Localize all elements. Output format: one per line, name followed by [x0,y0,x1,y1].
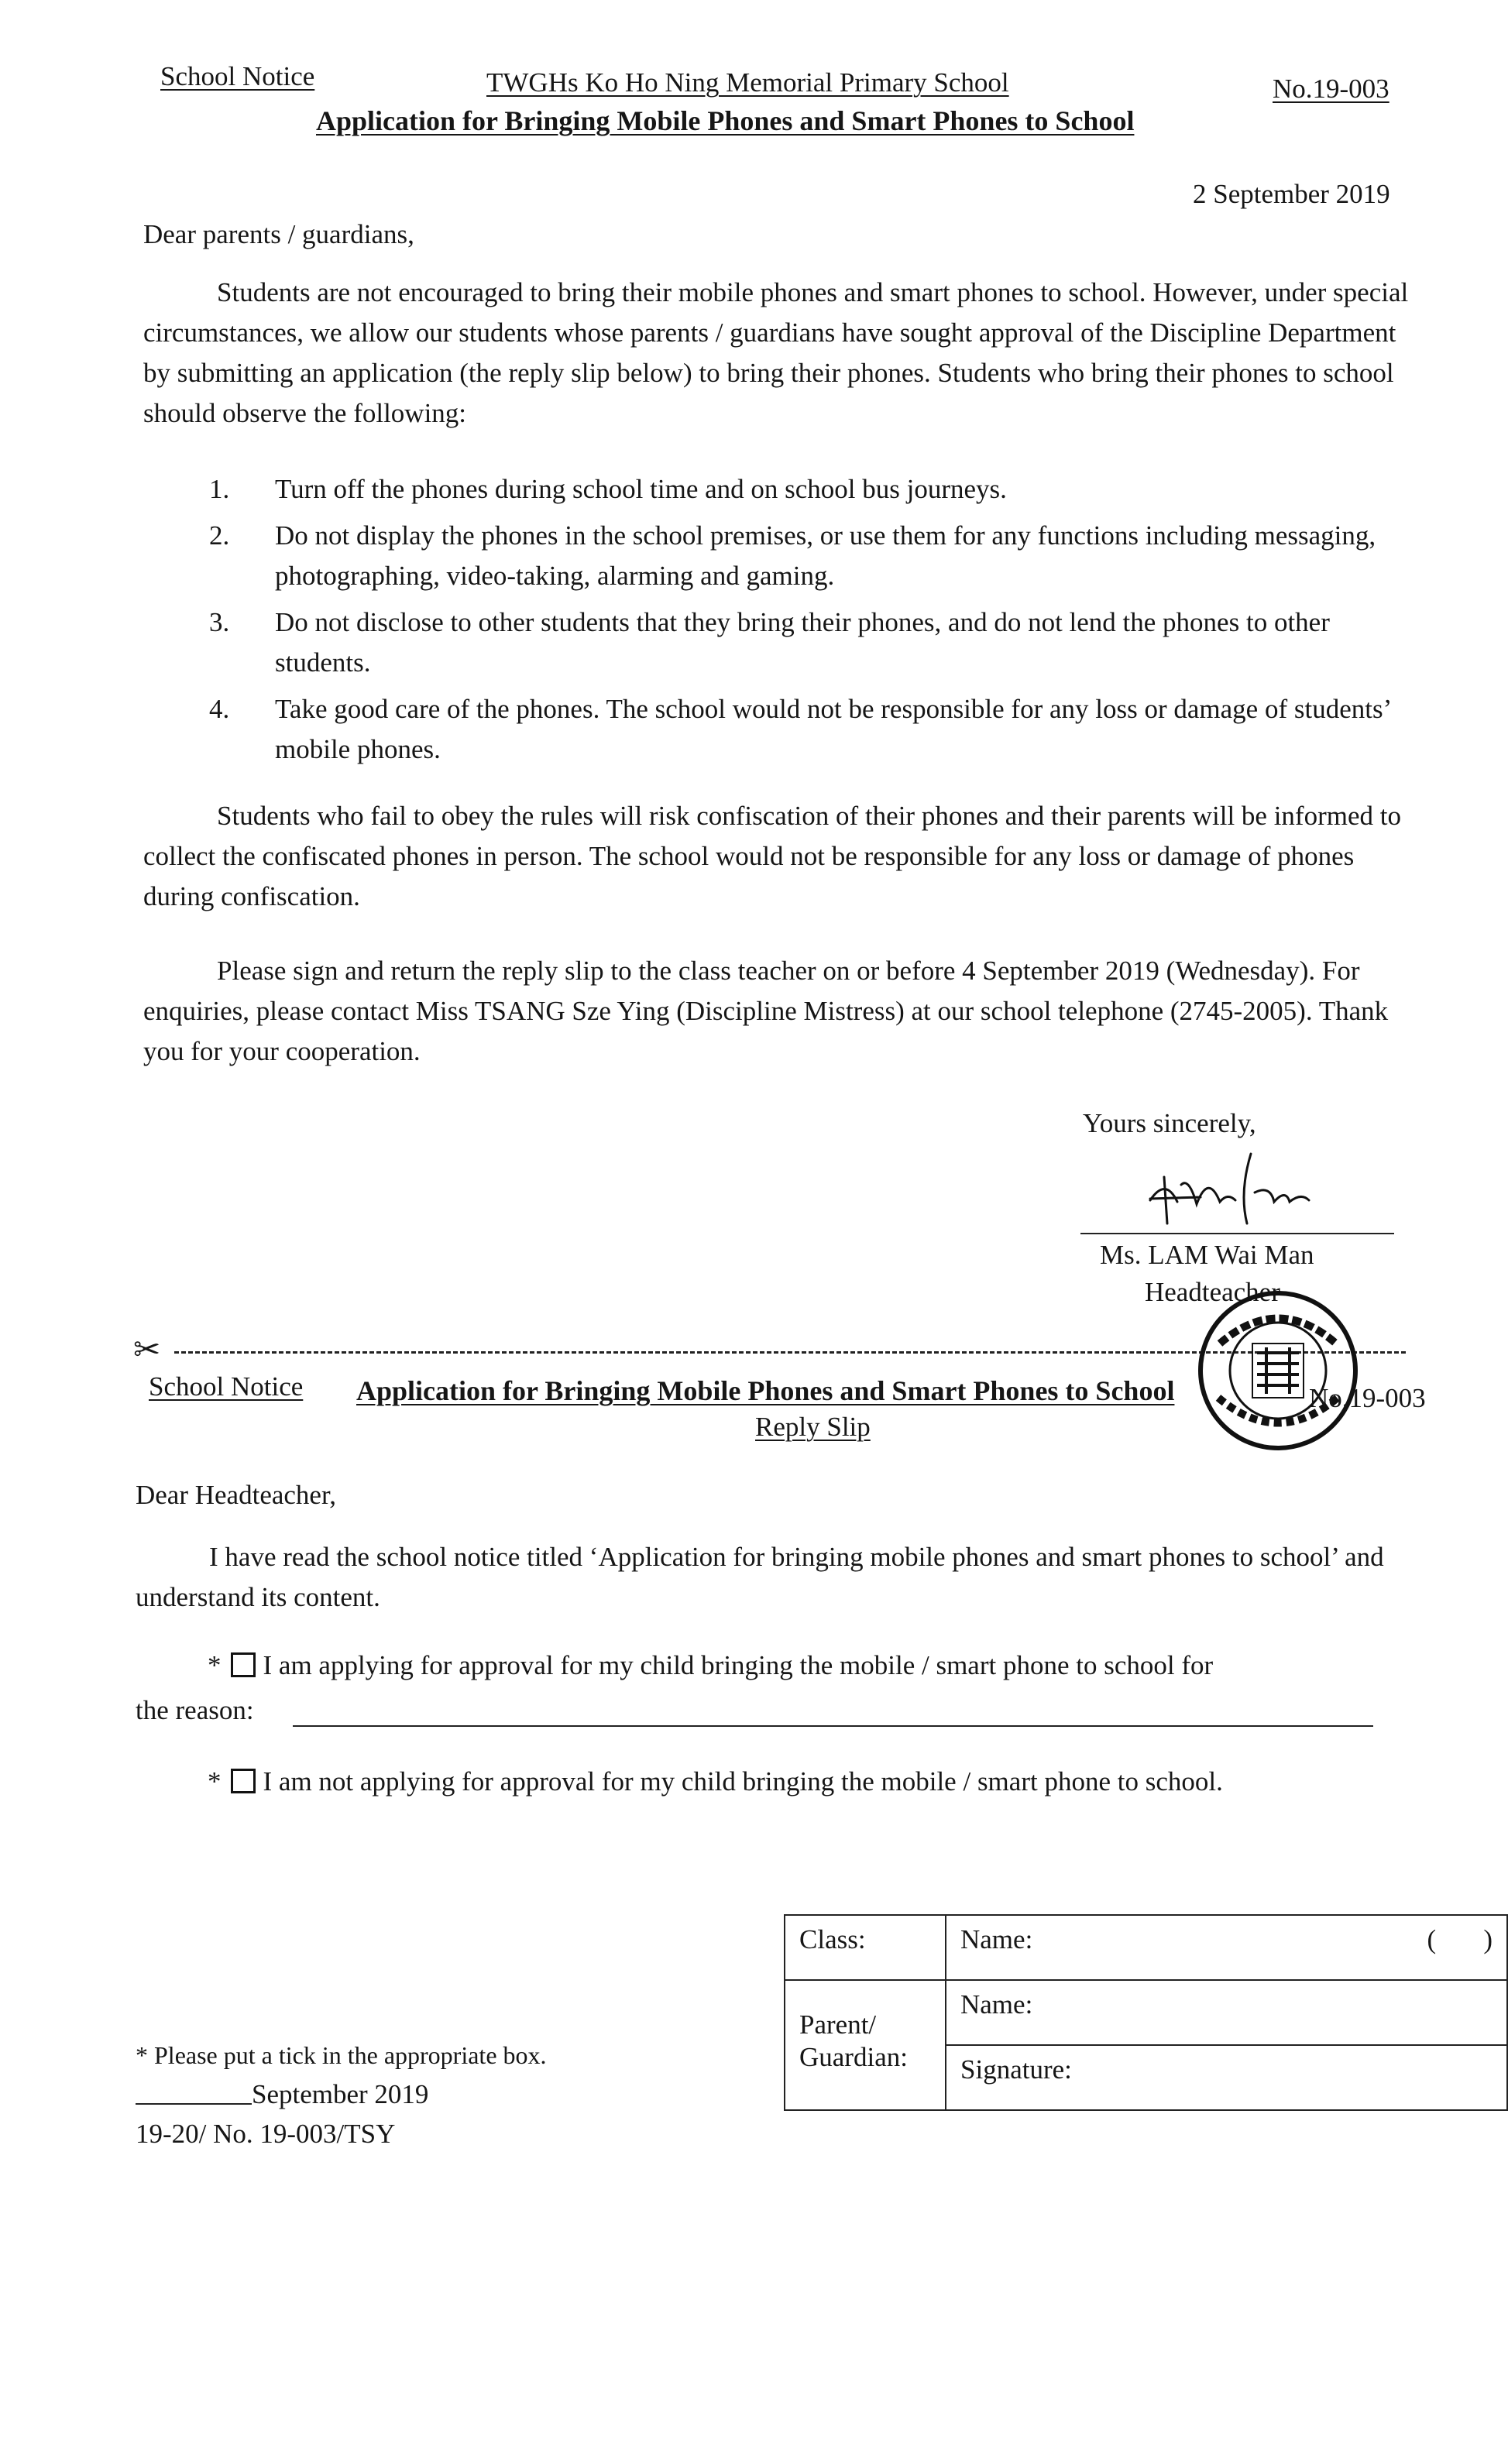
parent-name-field[interactable] [946,1980,1507,2045]
rule-number: 1. [209,474,230,504]
rule-text: Do not display the phones in the school premises, or use them for any functions including messaging, photographing, video-taking, alarming and gaming. [275,520,1376,591]
student-name-label: Name: [960,1924,1033,1954]
option-not-apply-text: I am not applying for approval for my child bringing the mobile / smart phone to school. [263,1766,1223,1797]
list-item [209,602,1417,683]
reply-date-text: September 2019 [252,2079,429,2109]
rule-number: 2. [209,520,230,551]
signatory-title: Headteacher [1145,1277,1280,1307]
parent-guardian-text: Parent/ Guardian: [799,2009,908,2072]
reference-code: 19-20/ No. 19-003/TSY [136,2119,396,2149]
rule-text: Take good care of the phones. The school would not be responsible for any loss or damage of students’ mobile phones. [275,694,1390,764]
rule-text: Turn off the phones during school time and on school bus journeys. [275,474,1007,504]
student-name-field[interactable] [946,1915,1507,1980]
reply-subtitle: Reply Slip [755,1412,871,1442]
signature-line [1080,1233,1394,1234]
reply-notice-label: School Notice [149,1371,304,1402]
not-apply-checkbox[interactable] [231,1769,256,1793]
reason-input[interactable] [293,1725,1373,1727]
rule-text: Do not disclose to other students that they bring their phones, and do not lend the phones to other students. [275,607,1330,678]
rules-list [209,469,1417,776]
class-number-bracket: ( ) [1427,1924,1493,1954]
reply-statement: I have read the school notice titled ‘Application for bringing mobile phones and smart phones to school’ and understand its content. [136,1542,1384,1612]
reply-number: No.19-003 [1309,1383,1426,1413]
option-not-apply [208,1766,1223,1798]
school-name: TWGHs Ko Ho Ning Memorial Primary School [486,67,1009,98]
intro-paragraph: Students are not encouraged to bring their mobile phones and smart phones to school. However, under special circumstances, we allow our students whose parents / guardians have sought approval of the Discipline Department by submitting an application (the reply slip below) to bring their phones. Students who bring their phones to school should observe the following: [143,277,1409,428]
rule-number: 3. [209,607,230,637]
rule-number: 4. [209,694,230,724]
class-label: Class: [785,1915,946,1980]
apply-checkbox[interactable] [231,1652,256,1677]
reply-date [136,2078,428,2111]
reason-label: the reason: [136,1695,254,1725]
parent-name-label: Name: [960,1989,1033,2020]
option-apply [208,1649,1213,1682]
reply-greeting: Dear Headteacher, [136,1480,336,1510]
consequence-paragraph: Students who fail to obey the rules will risk confiscation of their phones and their parents will be informed to collect the confiscated phones in person. The school would not be responsible for any loss or damage of phones during confiscation. [143,801,1401,911]
notice-date: 2 September 2019 [1193,179,1390,209]
signatory-name: Ms. LAM Wai Man [1100,1240,1314,1270]
notice-number: No.19-003 [1273,74,1389,104]
option-marker: * [208,1766,222,1797]
signature-label: Signature: [960,2054,1072,2085]
reply-title: Application for Bringing Mobile Phones and Smart Phones to School [356,1375,1175,1406]
notice-label: School Notice [160,61,315,91]
option-marker: * [208,1650,222,1680]
parent-guardian-label [785,1980,946,2110]
list-item [209,469,1417,510]
request-paragraph: Please sign and return the reply slip to the class teacher on or before 4 September 2019 (Wednesday). For enquiries, please contact Miss TSANG Sze Ying (Discipline Mistress) at our school telephone (2745-2005). Thank you for your cooperation. [143,956,1389,1066]
reply-date-blank[interactable] [136,2103,252,2105]
option-apply-text: I am applying for approval for my child bringing the mobile / smart phone to school for [263,1650,1214,1680]
scissors-icon: ✂ [133,1330,161,1368]
list-item [209,689,1417,770]
notice-title: Application for Bringing Mobile Phones and Smart Phones to School [316,105,1135,136]
school-seal-icon [1197,1289,1359,1452]
greeting: Dear parents / guardians, [143,219,414,249]
list-item [209,516,1417,596]
student-details-table [784,1914,1508,2111]
closing: Yours sincerely, [1083,1108,1256,1138]
tick-footnote: * Please put a tick in the appropriate box. [136,2041,547,2069]
headteacher-signature [1135,1146,1336,1231]
signature-field[interactable] [946,2045,1507,2110]
